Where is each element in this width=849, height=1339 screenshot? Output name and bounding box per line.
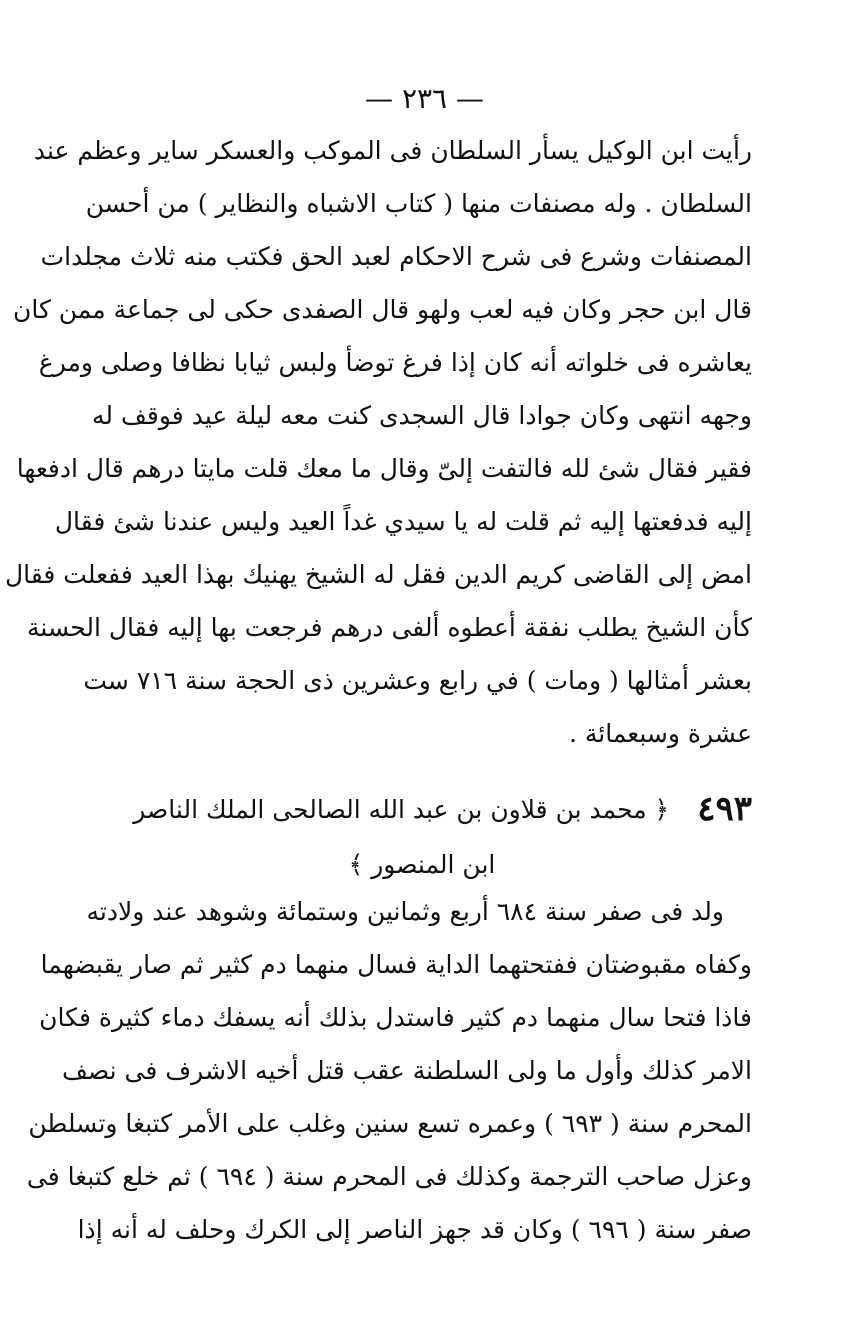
text-line: فاذا فتحا سال منهما دم كثير فاستدل بذلك أنه يسفك دماء كثيرة فكان <box>39 1003 752 1032</box>
paragraph-biography-continued <box>4 124 752 760</box>
text-line: قال ابن حجر وكان فيه لعب ولهو قال الصفدى حكى لى جماعة ممن كان <box>12 295 752 324</box>
text-line: صفر سنة ( ٦٩٦ ) وكان قد جهز الناصر إلى الكرك وحلف له أنه إذا <box>77 1215 752 1244</box>
entry-number: ٤٩٣ <box>697 789 752 829</box>
page-number: — ٢٣٦ — <box>365 82 484 115</box>
text-line: رأيت ابن الوكيل يسأر السلطان فى الموكب والعسكر ساير وعظم عند <box>33 136 752 165</box>
text-line: يعاشره فى خلواته أنه كان إذا فرغ توضأ ولبس ثيابا نظافا وصلى ومرغ <box>38 348 752 377</box>
paragraph-entry-biography <box>26 885 752 1256</box>
entry-heading <box>92 782 752 892</box>
text-line: كأن الشيخ يطلب نفقة أعطوه ألفى درهم فرجعت بها إليه فقال الحسنة <box>27 613 752 642</box>
text-line: بعشر أمثالها ( ومات ) في رابع وعشرين ذى الحجة سنة ٧١٦ ست <box>83 666 752 695</box>
text-line: المحرم سنة ( ٦٩٣ ) وعمره تسع سنين وغلب على الأمر كتبغا وتسلطن <box>28 1109 752 1138</box>
text-line: عشرة وسبعمائة . <box>568 719 752 748</box>
text-line: السلطان . وله مصنفات منها ( كتاب الاشباه والنظاير ) من أحسن <box>85 189 752 218</box>
text-line: الامر كذلك وأول ما ولى السلطنة عقب قتل أخيه الاشرف فى نصف <box>62 1056 752 1085</box>
entry-name: ﴿ محمد بن قلاون بن عبد الله الصالحى الملك الناصر <box>133 795 670 824</box>
text-line: فقير فقال شئ لله فالتفت إلىّ وقال ما معك قلت مايتا درهم قال ادفعها <box>16 454 752 483</box>
text-line: وكفاه مقبوضتان ففتحتهما الداية فسال منهما دم كثير ثم صار يقبضهما <box>40 950 752 979</box>
entry-name-continued: ابن المنصور ﴾ <box>348 850 496 879</box>
entry-heading-line <box>92 782 752 837</box>
text-line: إليه فدفعتها إليه ثم قلت له يا سيدي غداً العيد وليس عندنا شئ فقال <box>54 507 752 536</box>
text-line: امض إلى القاضى كريم الدين فقل له الشيخ يهنيك بهذا العيد ففعلت فقال <box>4 560 752 589</box>
text-line: وعزل صاحب الترجمة وكذلك فى المحرم سنة ( ٦٩٤ ) ثم خلع كتبغا فى <box>26 1162 752 1191</box>
text-line: وجهه انتهى وكان جوادا قال السجدى كنت معه ليلة عيد فوقف له <box>92 401 752 430</box>
entry-heading-line <box>92 837 752 892</box>
text-line: ولد فى صفر سنة ٦٨٤ أربع وثمانين وستمائة وشوهد عند ولادته <box>86 897 724 926</box>
text-line: المصنفات وشرع فى شرح الاحكام لعبد الحق فكتب منه ثلاث مجلدات <box>40 242 752 271</box>
